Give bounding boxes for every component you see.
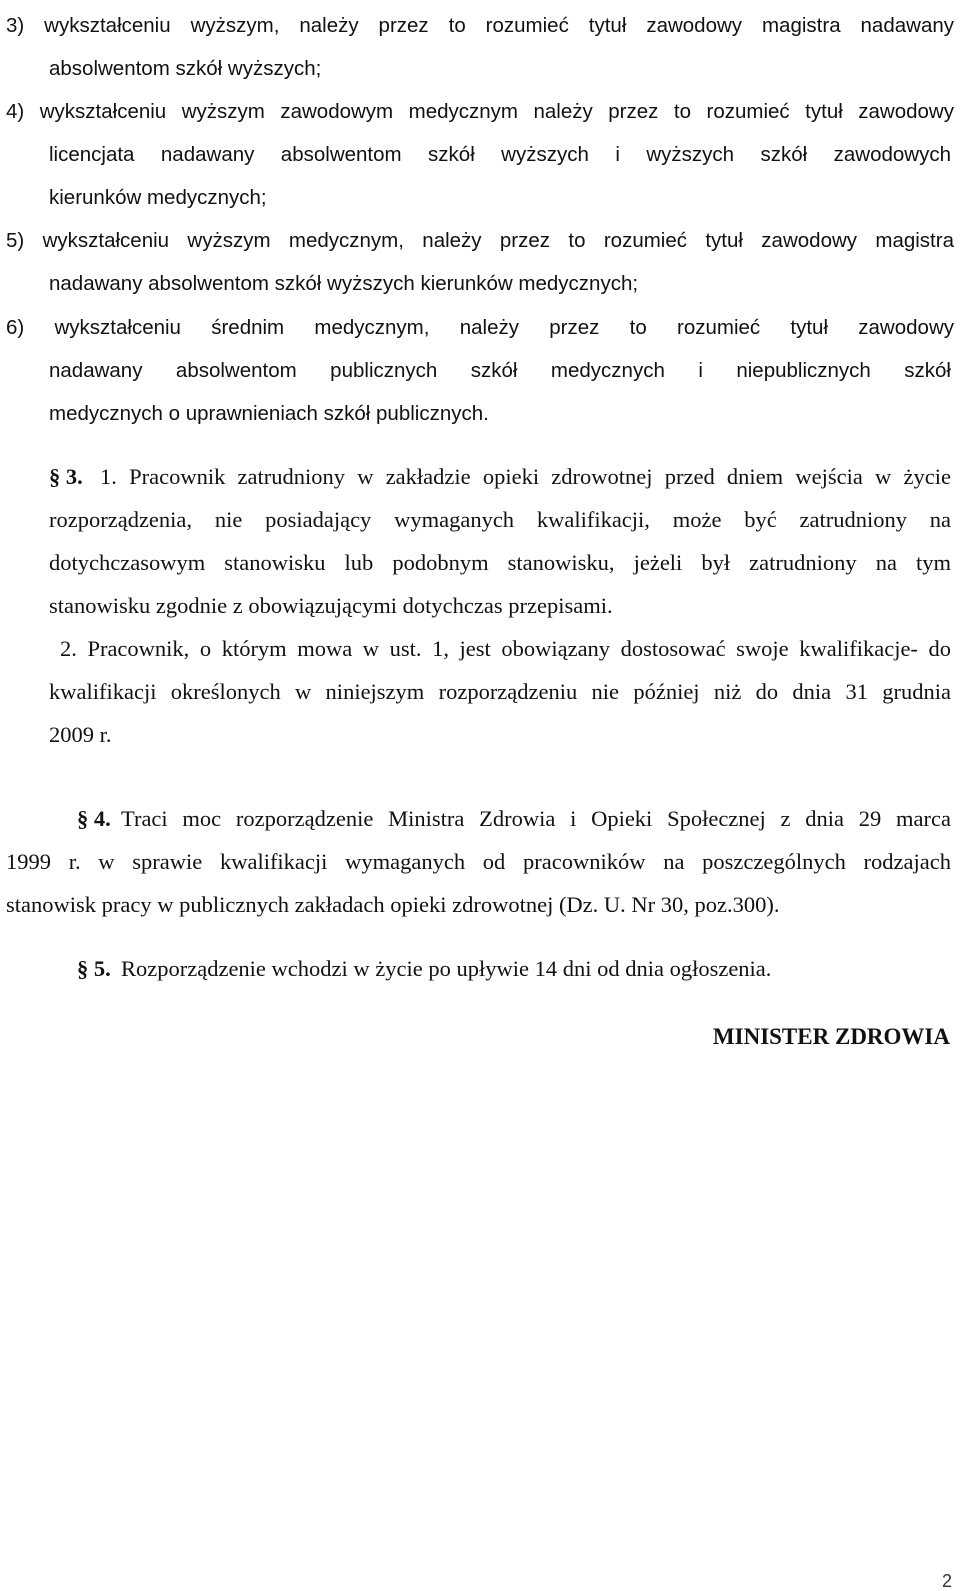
item-4-line-1: 4) wykształceniu wyższym zawodowym medycznym należy przez to rozumieć tytuł zawodowy (6, 100, 954, 123)
item-4-line-2: licencjata nadawany absolwentom szkół wyższych i wyższych szkół zawodowych (49, 143, 951, 166)
item-6-line-3: medycznych o uprawnieniach szkół publicznych. (49, 402, 489, 425)
section-4-marker: § 4. (77, 806, 111, 831)
section-3-para-1-line-1: 1. Pracownik zatrudniony w zakładzie opieki zdrowotnej przed dniem wejścia w życie (100, 464, 951, 489)
section-5-line-1: Rozporządzenie wchodzi w życie po upływie 14 dni od dnia ogłoszenia. (121, 956, 772, 981)
signature-minister: MINISTER ZDROWIA (712, 1024, 950, 1049)
section-3-para-2-line-3: 2009 r. (49, 722, 112, 747)
section-4-line-3: stanowisk pracy w publicznych zakładach opieki zdrowotnej (Dz. U. Nr 30, poz.300). (6, 892, 780, 917)
item-3-line-1: 3) wykształceniu wyższym, należy przez to rozumieć tytuł zawodowy magistra nadawany (6, 14, 954, 37)
section-3-para-1-line-4: stanowisku zgodnie z obowiązującymi dotychczas przepisami. (49, 593, 613, 618)
item-4-line-3: kierunków medycznych; (49, 186, 267, 209)
item-5-line-2: nadawany absolwentom szkół wyższych kierunków medycznych; (49, 272, 639, 295)
section-3-para-2-line-2: kwalifikacji określonych w niniejszym rozporządzeniu nie później niż do dnia 31 grudnia (49, 679, 951, 704)
section-3-para-2-line-1: 2. Pracownik, o którym mowa w ust. 1, jest obowiązany dostosować swoje kwalifikacje- do (60, 636, 951, 661)
section-4-line-2: 1999 r. w sprawie kwalifikacji wymaganych od pracowników na poszczególnych rodzajach (6, 849, 951, 874)
section-3-para-1-line-3: dotychczasowym stanowisku lub podobnym stanowisku, jeżeli był zatrudniony na tym (49, 550, 951, 575)
section-4-line-1: Traci moc rozporządzenie Ministra Zdrowia i Opieki Społecznej z dnia 29 marca (121, 806, 951, 831)
item-3-line-2: absolwentom szkół wyższych; (49, 57, 322, 80)
section-3-marker: § 3. (49, 464, 83, 489)
section-3-para-1-line-2: rozporządzenia, nie posiadający wymaganych kwalifikacji, może być zatrudniony na (49, 507, 951, 532)
item-5-line-1: 5) wykształceniu wyższym medycznym, należy przez to rozumieć tytuł zawodowy magistra (6, 229, 954, 252)
section-5-marker: § 5. (77, 956, 111, 981)
item-6-line-2: nadawany absolwentom publicznych szkół medycznych i niepublicznych szkół (49, 359, 951, 382)
item-6-line-1: 6) wykształceniu średnim medycznym, należy przez to rozumieć tytuł zawodowy (6, 316, 954, 339)
page-number: 2 (941, 1571, 952, 1591)
